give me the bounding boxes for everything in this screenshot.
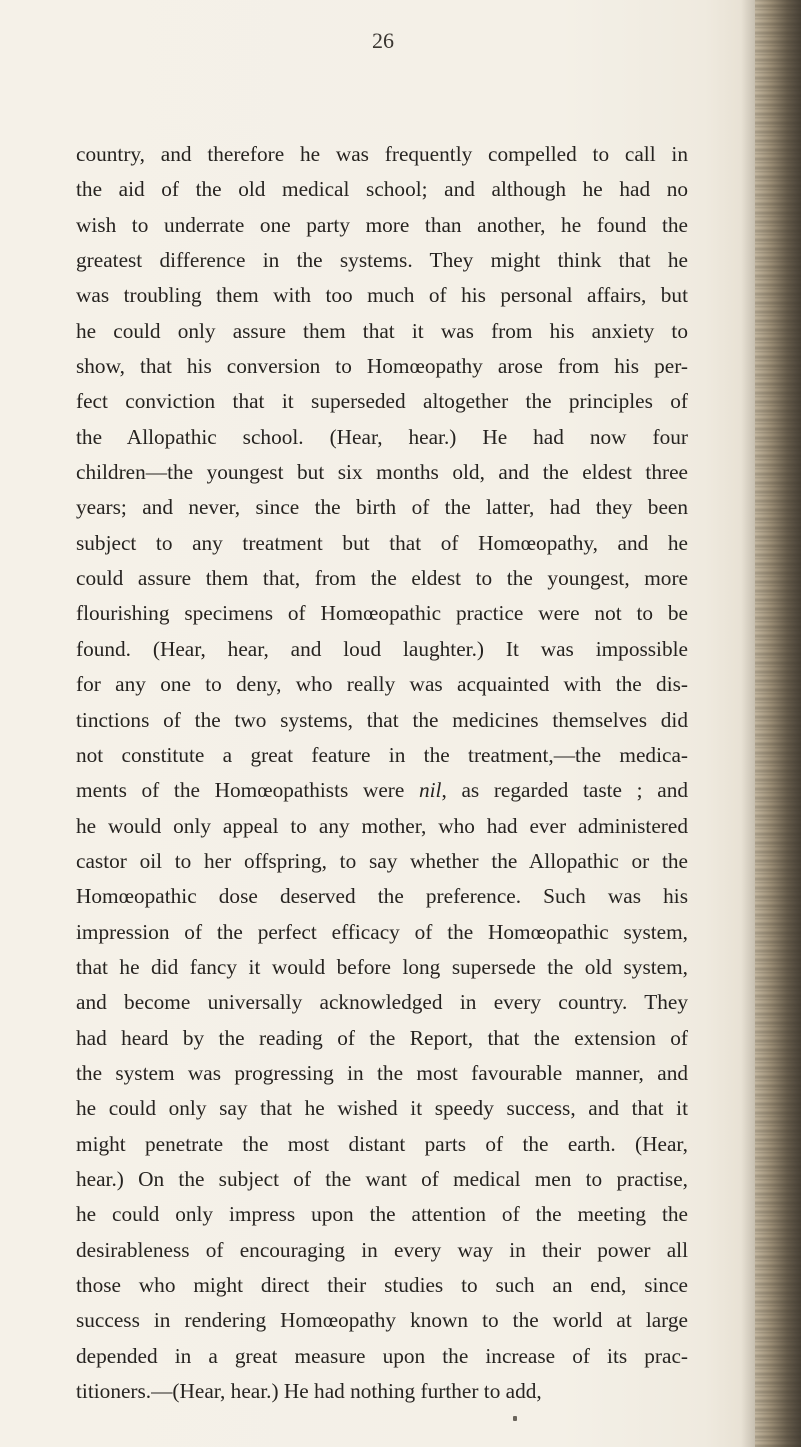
text-line: success in rendering Homœopathy known to the world at large [76,1308,688,1333]
text-line: fect conviction that it superseded altogether the principles of [76,389,688,414]
text-line: depended in a great measure upon the increase of its prac- [76,1343,688,1368]
text-line: he could only assure them that it was from his anxiety to [76,318,688,343]
text-line: found. (Hear, hear, and loud laughter.) It was impossible [76,636,688,661]
spine-shadow [741,0,755,1447]
page-number: 26 [372,28,394,53]
text-line: the system was progressing in the most favourable manner, and [76,1060,688,1085]
ink-speck [513,1416,517,1421]
text-line: tinctions of the two systems, that the medicines themselves did [76,707,688,732]
text-line: he could only say that he wished it speedy success, and that it [76,1096,688,1121]
text-line: country, and therefore he was frequently compelled to call in [76,142,688,166]
text-line: those who might direct their studies to such an end, since [76,1273,688,1297]
text-line: show, that his conversion to Homœopathy arose from his per- [76,354,688,379]
text-line: years; and never, since the birth of the latter, had they been [76,495,688,520]
text-line: castor oil to her offspring, to say whether the Allopathic or the [76,848,688,873]
text-line: and become universally acknowledged in every country. They [76,990,688,1015]
text-line: hear.) On the subject of the want of medical men to practise, [76,1166,688,1191]
text-line: for any one to deny, who really was acquainted with the dis- [76,672,688,697]
text-line: the Allopathic school. (Hear, hear.) He had now four [76,424,688,449]
text-line: he would only appeal to any mother, who had ever administered [76,813,688,838]
text-line: wish to underrate one party more than another, he found the [76,212,688,237]
book-spine [755,0,801,1447]
text-line: that he did fancy it would before long supersede the old system, [76,954,688,979]
text-line: greatest difference in the systems. They might think that he [76,248,688,273]
text-line: might penetrate the most distant parts of the earth. (Hear, [76,1131,688,1156]
text-line: ments of the Homœopathists were nil, as regarded taste ; and [76,778,688,803]
text-line: could assure them that, from the eldest to the youngest, more [76,566,688,591]
text-line: Homœopathic dose deserved the preference. Such was his [76,884,688,909]
text-line: he could only impress upon the attention of the meeting the [76,1202,688,1227]
text-line: impression of the perfect efficacy of the Homœopathic system, [76,919,688,944]
text-line: was troubling them with too much of his personal affairs, but [76,283,688,308]
text-line: subject to any treatment but that of Homœopathy, and he [76,530,688,555]
text-line: children—the youngest but six months old, and the eldest three [76,460,688,485]
text-line: the aid of the old medical school; and although he had no [76,177,688,202]
body-text [76,137,688,1409]
text-line: flourishing specimens of Homœopathic practice were not to be [76,601,688,626]
text-line: had heard by the reading of the Report, that the extension of [76,1025,688,1050]
text-line: desirableness of encouraging in every way in their power all [76,1237,688,1262]
text-line: titioners.—(Hear, hear.) He had nothing further to add, [76,1379,542,1404]
text-line: not constitute a great feature in the treatment,—the medica- [76,742,688,767]
italic-word: nil [418,778,442,803]
